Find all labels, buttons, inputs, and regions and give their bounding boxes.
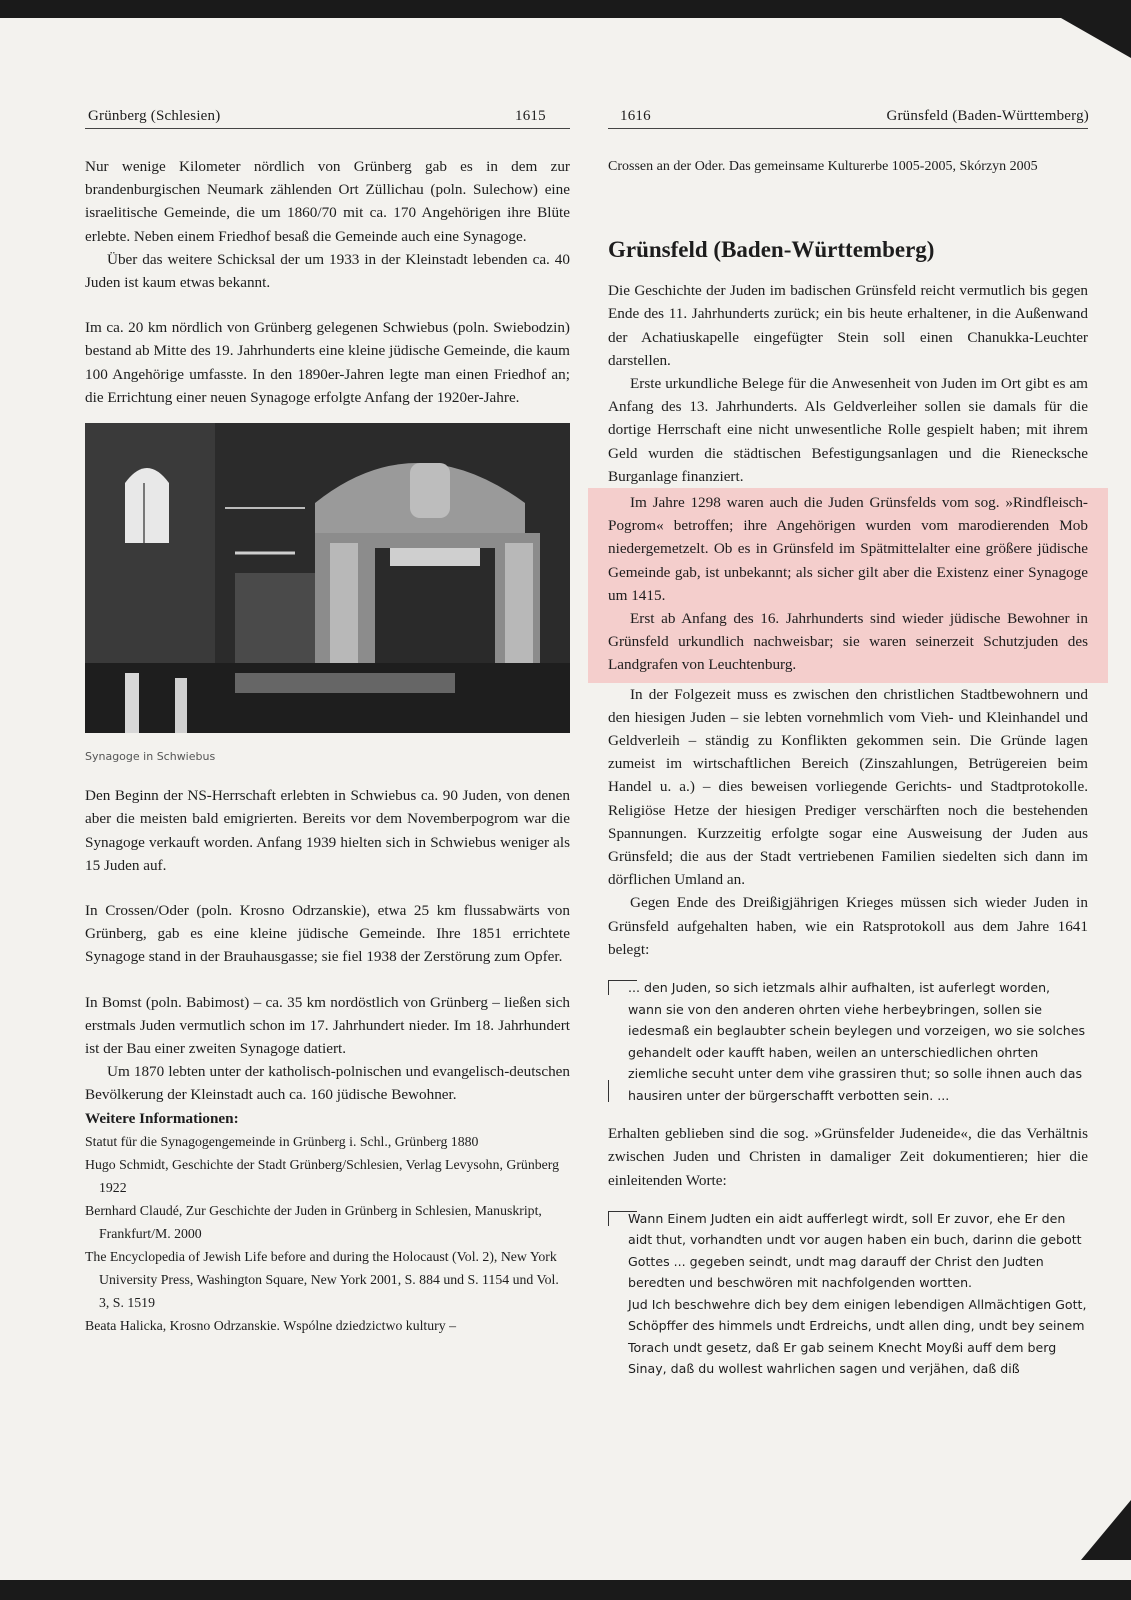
literature-list	[85, 1130, 570, 1337]
quote-block	[608, 1208, 1088, 1380]
quote-text: Wann Einem Judten ein aidt aufferlegt wirdt, soll Er zuvor, ehe Er den aidt thut, vorhandten undt vor augen haben ein buch, darinn die gebott Gottes ... gegeben seindt, undt mag darauff der Christ den Judten beredten und beschwören mit nachfolgenden wortten.	[628, 1210, 1082, 1291]
paragraph: Erst ab Anfang des 16. Jahrhunderts sind wieder jüdische Bewohner in Grünsfeld urkundlich nachweisbar; sie waren seinerzeit Schutzjuden des Landgrafen von Leuchtenburg.	[608, 610, 1088, 674]
paragraph: In Crossen/Oder (poln. Krosno Odrzanskie), etwa 25 km flussabwärts von Grünberg, gab es eine kleine jüdische Gemeinde. Ihre 1851 errichtete Synagoge stand in der Brauhausgasse; sie fiel 1938 der Zerstörung zum Opfer.	[85, 902, 570, 966]
literature-continuation: Crossen an der Oder. Das gemeinsame Kulturerbe 1005-2005, Skórzyn 2005	[608, 159, 1038, 174]
literature-item: Statut für die Synagogengemeinde in Grünberg i. Schl., Grünberg 1880	[85, 1133, 479, 1149]
paragraph: Im ca. 20 km nördlich von Grünberg gelegenen Schwiebus (poln. Swiebodzin) bestand ab Mitte des 19. Jahrhunderts eine kleine jüdische Gemeinde, die kaum 100 Angehörige umfasste. In den 1890er-Jahren legte man einen Friedhof an; die Errichtung einer neuen Synagoge erfolgte Anfang der 1920er-Jahre.	[85, 319, 570, 406]
literature-item: The Encyclopedia of Jewish Life before and during the Holocaust (Vol. 2), New York University Press, Washington Square, New York 2001, S. 884 und S. 1154 und Vol. 3, S. 1519	[85, 1248, 559, 1310]
paragraph: Den Beginn der NS-Herrschaft erlebten in Schwiebus ca. 90 Juden, von denen aber die meisten bald emigrierten. Bereits vor dem Novemberpogrom war die Synagoge verkauft worden. Anfang 1939 hielten sich in Schwiebus weniger als 15 Juden auf.	[85, 787, 570, 874]
synagogue-interior-image	[85, 423, 570, 733]
page-number-left: 1615	[515, 108, 546, 124]
paragraph: Erste urkundliche Belege für die Anwesenheit von Juden im Ort gibt es am Anfang des 13. Jahrhunderts. Als Geldverleiher sollen sie damals für die dortige Herrschaft eine nicht unwesentliche Rolle gespielt haben; mit ihrem Geld wurden die städtischen Befestigungsanlagen und die Rienecksche Burganlage finanziert.	[608, 375, 1088, 485]
paragraph: Nur wenige Kilometer nördlich von Grünberg gab es in dem zur brandenburgischen Neumark zählenden Ort Züllichau (poln. Sulechow) eine israelitische Gemeinde, die um 1860/70 mit ca. 170 Angehörigen ihre Blüte erlebte. Neben einem Friedhof besaß die Gemeinde auch eine Synagoge.	[85, 158, 570, 245]
scan-corner	[1081, 1500, 1131, 1560]
right-column	[608, 155, 1088, 1396]
paragraph: Die Geschichte der Juden im badischen Grünsfeld reicht vermutlich bis gegen Ende des 11. Jahrhunderts zurück; ein bis heute erhaltener, in die Außenwand der Achatiuskapelle eingefügter Stein soll einen Chanukka-Leuchter darstellen.	[608, 282, 1088, 369]
quote-text: Jud Ich beschwehre dich bey dem einigen lebendigen Allmächtigen Gott, Schöpffer des himmels undt Erdreichs, undt allen ding, undt bey seinem Torach undt gesetz, daß Er gab seinem Knecht Moyßi auff dem berg Sinay, daß du wollest wahrlichen sagen und verjähen, daß diß	[628, 1296, 1087, 1377]
quote-bracket	[608, 1080, 610, 1102]
header-rule	[608, 128, 1088, 129]
running-head-right: Grünsfeld (Baden-Württemberg)	[886, 108, 1089, 124]
page-number-right: 1616	[620, 108, 651, 124]
literature-item: Beata Halicka, Krosno Odrzanskie. Wspólne dziedzictwo kultury –	[85, 1317, 457, 1333]
book-page	[0, 18, 1131, 1580]
paragraph: Über das weitere Schicksal der um 1933 in der Kleinstadt lebenden ca. 40 Juden ist kaum etwas bekannt.	[85, 250, 570, 292]
quote-bracket	[608, 980, 637, 995]
highlighted-passage	[588, 488, 1108, 683]
photo-caption: Synagoge in Schwiebus	[85, 750, 216, 764]
running-head-left: Grünberg (Schlesien)	[88, 108, 221, 124]
scan-corner	[1061, 18, 1131, 58]
literature-item: Bernhard Claudé, Zur Geschichte der Juden in Grünberg in Schlesien, Manuskript, Frankfurt/M. 2000	[85, 1202, 542, 1241]
literature-item: Hugo Schmidt, Geschichte der Stadt Grünberg/Schlesien, Verlag Levysohn, Grünberg 1922	[85, 1156, 559, 1195]
quote-text: ... den Juden, so sich ietzmals alhir aufhalten, ist auferlegt worden, wann sie von den anderen ohrten viehe herbeybringen, sollen sie iedesmaß ein beglaubter schein beylegen und vorzeigen, wo sie solches gehandelt oder kaufft haben, weilen an unterschiedlichen ohrten ziemliche secuht unter dem vihe grassiren thut; so solle ihnen auch das hausiren unter der bürgerschafft verbotten sein. ...	[628, 980, 1086, 1103]
quote-bracket	[608, 1211, 637, 1226]
paragraph: In Bomst (poln. Babimost) – ca. 35 km nordöstlich von Grünberg – ließen sich erstmals Juden vermutlich schon im 17. Jahrhundert nieder. Im 18. Jahrhundert ist der Bau einer zweiten Synagoge datiert.	[85, 993, 570, 1058]
paragraph: Erhalten geblieben sind die sog. »Grünsfelder Judeneide«, die das Verhältnis zwischen Juden und Christen in damaliger Zeit dokumentieren; hier die einleitenden Worte:	[608, 1125, 1088, 1189]
quote-block	[608, 977, 1088, 1106]
paragraph: Gegen Ende des Dreißigjährigen Krieges müssen sich wieder Juden in Grünsfeld aufgehalten haben, wie ein Ratsprotokoll aus dem Jahre 1641 belegt:	[608, 894, 1088, 958]
header-rule	[85, 128, 570, 129]
paragraph: In der Folgezeit muss es zwischen den christlichen Stadtbewohnern und den hiesigen Juden – sie lebten vornehmlich vom Vieh- und Kleinhandel und Geldverleih – ständig zu Konflikten gekommen sein. Die Gründe lagen zumeist im wirtschaftlichen Bereich (Zinszahlungen, Betrügereien beim Handel u. a.) – dies beweisen vorliegende Gerichts- und Stadtprotokolle. Religiöse Hetze der hiesigen Prediger verschärften noch die bestehenden Spannungen. Kurzzeitig erfolgte sogar eine Ausweisung der Juden aus Grünsfeld; die aus der Stadt vertriebenen Familien siedelten sich dann im dörflichen Umland an.	[608, 685, 1088, 889]
further-info-heading: Weitere Informationen:	[85, 1109, 239, 1127]
synagogue-photo	[85, 423, 570, 733]
left-column	[85, 155, 570, 1337]
section-title: Grünsfeld (Baden-Württemberg)	[608, 237, 935, 262]
paragraph: Im Jahre 1298 waren auch die Juden Grünsfelds vom sog. »Rindfleisch-Pogrom« betroffen; ihre Angehörigen wurden vom marodierenden Mob niedergemetzelt. Ob es in Grünsfeld im Spätmittelalter eine größere jüdische Gemeinde gab, ist unbekannt; als sicher gilt aber die Existenz einer Synagoge um 1415.	[608, 494, 1088, 604]
paragraph: Um 1870 lebten unter der katholisch-polnischen und evangelisch-deutschen Bevölkerung der Kleinstadt auch ca. 160 jüdische Bewohner.	[85, 1063, 570, 1104]
